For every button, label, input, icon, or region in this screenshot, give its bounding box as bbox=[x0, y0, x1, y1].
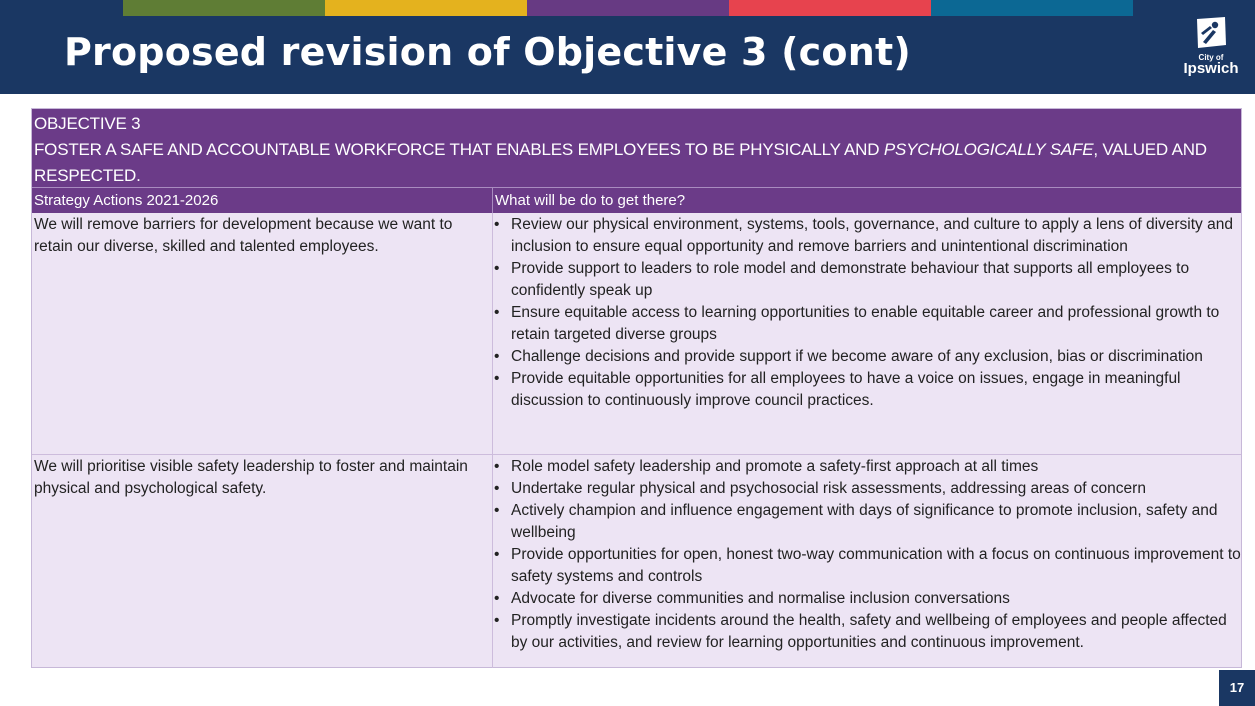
list-item: • Undertake regular physical and psychosocial risk assessments, addressing areas of concern bbox=[494, 478, 1242, 500]
row-divider bbox=[32, 454, 1241, 455]
list-item: • Provide equitable opportunities for all employees to have a voice on issues, engage in meaningful discussion to continuously improve council practices. bbox=[494, 368, 1242, 412]
list-item: • Challenge decisions and provide support if we become aware of any exclusion, bias or discrimination bbox=[494, 346, 1242, 368]
city-logo bbox=[1178, 15, 1244, 79]
column-header-strategy: Strategy Actions 2021-2026 bbox=[34, 192, 219, 209]
column-header-actions: What will be do to get there? bbox=[492, 188, 685, 213]
objective-text-emphasis: PSYCHOLOGICALLY SAFE bbox=[883, 140, 1094, 159]
ipswich-logo-icon bbox=[1193, 15, 1229, 51]
list-item: • Ensure equitable access to learning opportunities to enable equitable career and professional growth to retain targeted diverse groups bbox=[494, 302, 1242, 346]
strip-yellow bbox=[325, 0, 527, 16]
objective-label: OBJECTIVE 3 bbox=[34, 114, 141, 133]
action-list-1 bbox=[494, 214, 1242, 412]
list-item: • Review our physical environment, systems, tools, governance, and culture to apply a lens of diversity and inclusion to ensure equal opportunity and remove barriers and unintentional discrimination bbox=[494, 214, 1242, 258]
strip-red bbox=[729, 0, 931, 16]
objective-text-before: FOSTER A SAFE AND ACCOUNTABLE WORKFORCE THAT ENABLES EMPLOYEES TO BE PHYSICALLY AND bbox=[34, 140, 884, 159]
column-header-row bbox=[32, 187, 1241, 213]
strip-blue bbox=[931, 0, 1133, 16]
strategy-action-2: We will prioritise visible safety leadership to foster and maintain physical and psychological safety. bbox=[34, 458, 468, 497]
column-divider bbox=[492, 213, 493, 668]
list-item: • Role model safety leadership and promote a safety-first approach at all times bbox=[494, 456, 1242, 478]
list-item: • Promptly investigate incidents around the health, safety and wellbeing of employees and people affected by our activities, and review for learning opportunities and continuous improvement. bbox=[494, 610, 1242, 654]
objective-table bbox=[31, 108, 1242, 668]
action-list-2 bbox=[494, 456, 1242, 654]
strip-green bbox=[123, 0, 325, 16]
strategy-action-1: We will remove barriers for development because we want to retain our diverse, skilled and talented employees. bbox=[34, 216, 453, 255]
slide-title: Proposed revision of Objective 3 (cont) bbox=[64, 30, 911, 74]
list-item: • Provide support to leaders to role model and demonstrate behaviour that supports all employees to confidently speak up bbox=[494, 258, 1242, 302]
page-number: 17 bbox=[1219, 670, 1255, 706]
list-item: • Actively champion and influence engagement with days of significance to promote inclusion, safety and wellbeing bbox=[494, 500, 1242, 544]
logo-small-text: City of bbox=[1198, 53, 1224, 62]
objective-header bbox=[32, 109, 1241, 187]
objective-text-after: , VALUED AND RESPECTED. bbox=[34, 140, 1207, 185]
objective-statement bbox=[34, 137, 1239, 189]
color-strip bbox=[123, 0, 1133, 16]
list-item: • Advocate for diverse communities and normalise inclusion conversations bbox=[494, 588, 1242, 610]
slide-header bbox=[0, 0, 1255, 94]
list-item: • Provide opportunities for open, honest two-way communication with a focus on continuous improvement to safety systems and controls bbox=[494, 544, 1242, 588]
logo-big-text: Ipswich bbox=[1183, 60, 1239, 77]
strip-purple bbox=[527, 0, 729, 16]
